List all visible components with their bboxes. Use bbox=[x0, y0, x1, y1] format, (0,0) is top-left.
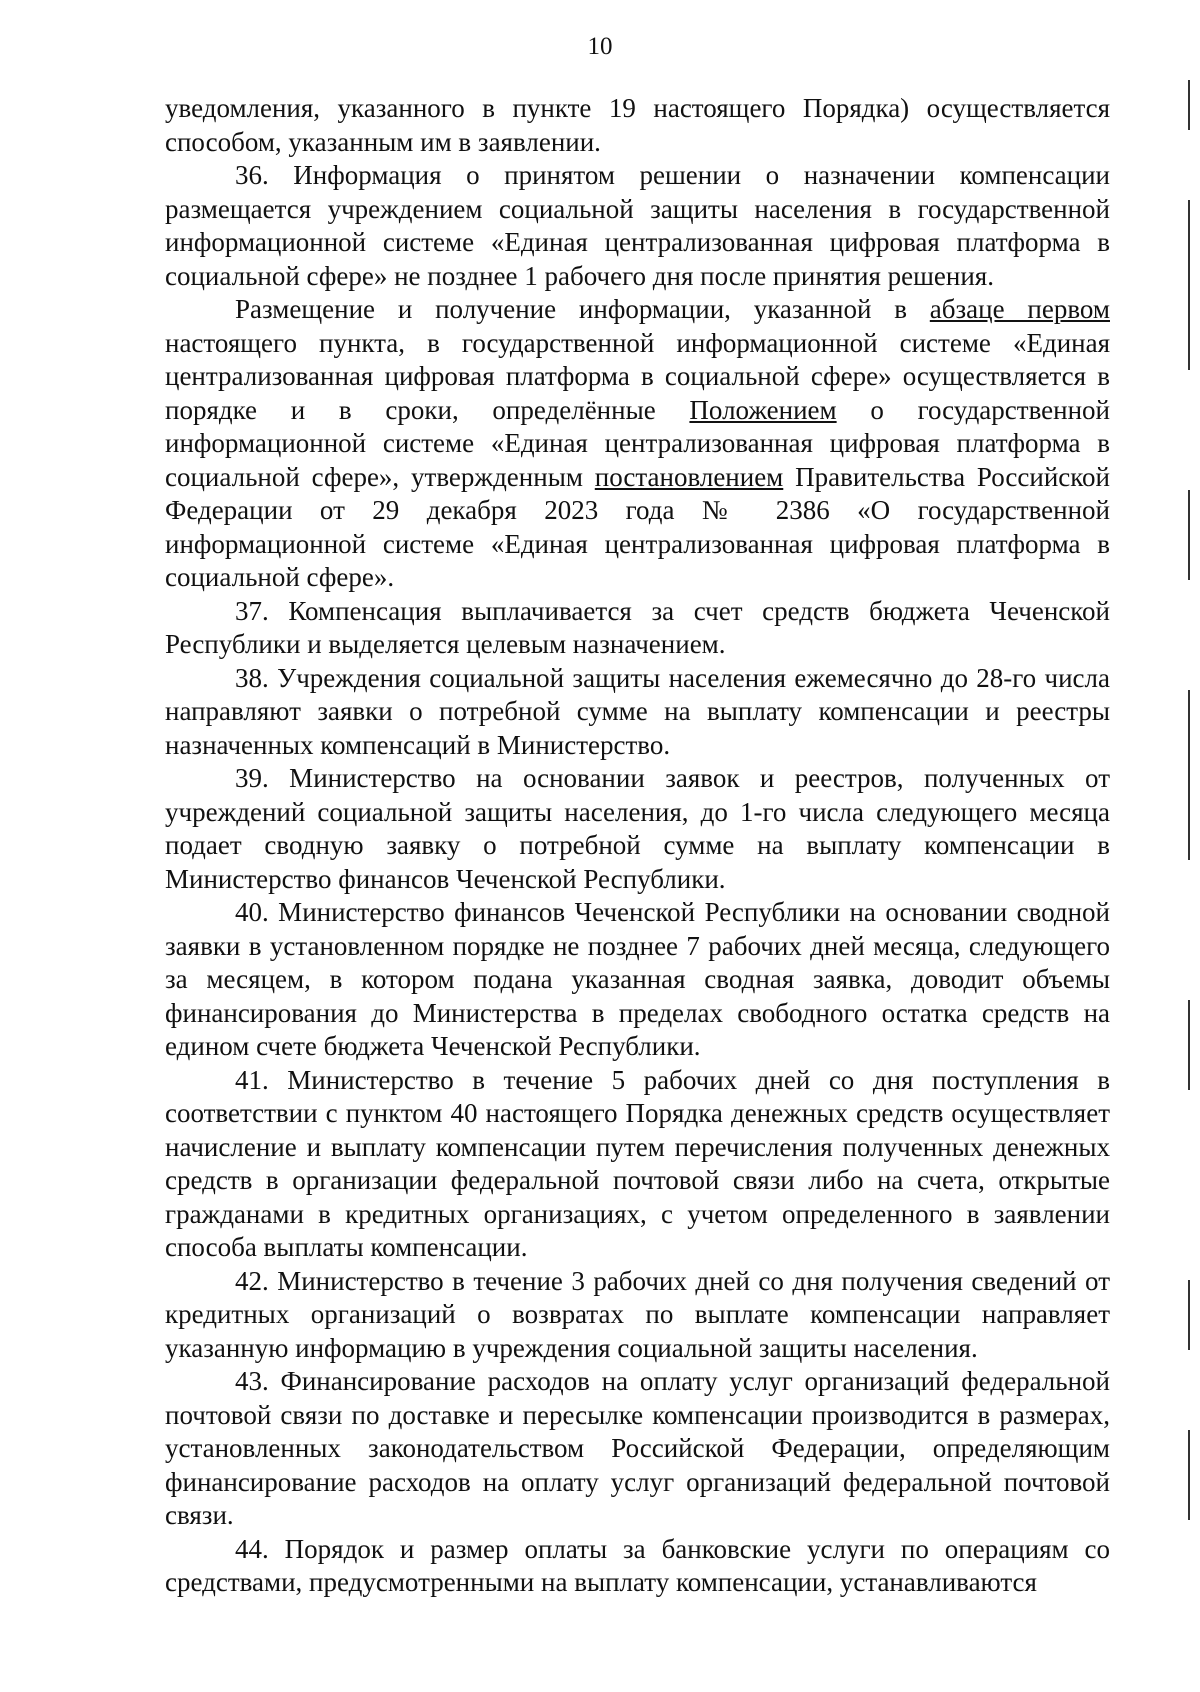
paragraph-37: 37. Компенсация выплачивается за счет средств бюджета Чеченской Республики и выделяется целевым назначением. bbox=[165, 595, 1110, 659]
link-resolution[interactable]: постановлением bbox=[594, 461, 784, 492]
scan-mark bbox=[1188, 1430, 1190, 1520]
paragraph-36: 36. Информация о принятом решении о назначении компенсации размещается учреждением социальной защиты населения в государственной информационной системе «Единая централизованная цифровая платформа в социальной сфере» не позднее 1 рабочего дня после принятия решения. bbox=[165, 160, 1110, 291]
scan-mark bbox=[1188, 690, 1190, 860]
scan-mark bbox=[1188, 200, 1190, 370]
paragraph-41: 41. Министерство в течение 5 рабочих дней со дня поступления в соответствии с пунктом 40 настоящего Порядка денежных средств осуществляет начисление и выплату компенсации путем перечисления полученных денежных средств в организации федеральной почтовой связи либо на счета, открытые гражданами в кредитных организациях, с учетом определенного в заявлении способа выплаты компенсации. bbox=[165, 1064, 1110, 1262]
link-regulation[interactable]: Положением bbox=[689, 394, 837, 425]
paragraph-36-second-part4: Правительства Российской Федерации от 29 декабря 2023 года № 2386 «О государственной информационной системе «Единая централизованная цифровая платформа в социальной сфере». bbox=[165, 461, 1110, 592]
scan-mark bbox=[1188, 490, 1190, 580]
paragraph-continued: уведомления, указанного в пункте 19 настоящего Порядка) осуществляется способом, указанным им в заявлении. bbox=[165, 93, 1110, 157]
scan-mark bbox=[1188, 80, 1190, 130]
paragraph-42: 42. Министерство в течение 3 рабочих дней со дня получения сведений от кредитных организаций о возвратах по выплате компенсации направляет указанную информацию в учреждения социальной защиты населения. bbox=[165, 1265, 1110, 1363]
paragraph-36-second-part2: настоящего пункта, в государственной информационной системе «Единая централизованная цифровая платформа в социальной сфере» осуществляется в порядке и в сроки, определённые bbox=[165, 327, 1110, 425]
paragraph-40: 40. Министерство финансов Чеченской Республики на основании сводной заявки в установленном порядке не позднее 7 рабочих дней месяца, следующего за месяцем, в котором подана указанная сводная заявка, доводит объемы финансирования до Министерства в пределах свободного остатка средств на едином счете бюджета Чеченской Республики. bbox=[165, 897, 1110, 1061]
link-paragraph-first[interactable]: абзаце первом bbox=[929, 294, 1110, 324]
scan-mark bbox=[1188, 1000, 1190, 1090]
paragraph-36-second-part3: о государственной информационной системе «Единая централизованная цифровая платформа в социальной сфере», утвержденным bbox=[165, 394, 1110, 492]
scan-mark bbox=[1188, 1280, 1190, 1350]
paragraph-36-second-part1: Размещение и получение информации, указанной в bbox=[235, 294, 930, 324]
page-number: 10 bbox=[587, 33, 613, 60]
document-body bbox=[165, 92, 1110, 1600]
paragraph-44: 44. Порядок и размер оплаты за банковские услуги по операциям со средствами, предусмотренными на выплату компенсации, устанавливаются bbox=[165, 1533, 1110, 1597]
paragraph-38: 38. Учреждения социальной защиты населения ежемесячно до 28-го числа направляют заявки о потребной сумме на выплату компенсации и реестры назначенных компенсаций в Министерство. bbox=[165, 662, 1110, 760]
paragraph-36-second bbox=[165, 293, 1110, 595]
paragraph-39: 39. Министерство на основании заявок и реестров, полученных от учреждений социальной защиты населения, до 1-го числа следующего месяца подает сводную заявку о потребной сумме на выплату компенсации в Министерство финансов Чеченской Республики. bbox=[165, 763, 1110, 894]
paragraph-43: 43. Финансирование расходов на оплату услуг организаций федеральной почтовой связи по доставке и пересылке компенсации производится в размерах, установленных законодательством Российской Федерации, определяющим финансирование расходов на оплату услуг организаций федеральной почтовой связи. bbox=[165, 1366, 1110, 1530]
